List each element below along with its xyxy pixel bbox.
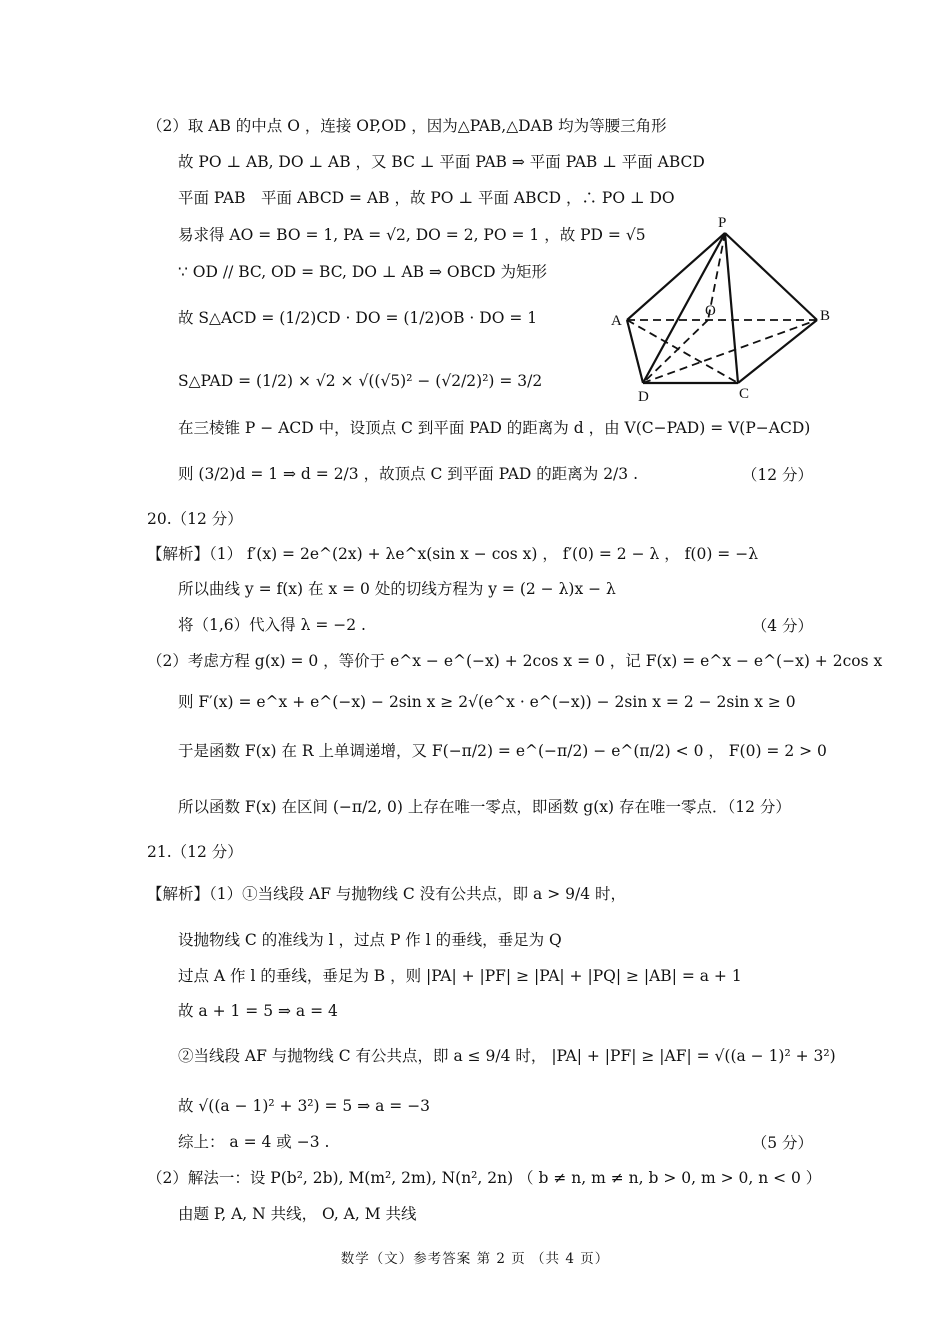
text-line: 【解析】（1） f′(x) = 2e^(2x) + λe^x(sin x − cos x) ， f′(0) = 2 − λ ， f(0) = −λ (147, 545, 759, 563)
text-line: S△PAD = (1/2) × √2 × √((√5)² − (√2/2)²) = 3/2 (178, 372, 543, 390)
vertex-label-A: A (611, 313, 622, 329)
text-line: （2）考虑方程 g(x) = 0 ，等价于 e^x − e^(−x) + 2cos x = 0 ，记 F(x) = e^x − e^(−x) + 2cos x (147, 652, 883, 670)
edge-AC-hidden (627, 320, 738, 383)
text-line: 故 √((a − 1)² + 3²) = 5 ⇒ a = −3 (178, 1097, 431, 1115)
vertex-label-P: P (718, 215, 727, 231)
text-line: 过点 A 作 l 的垂线，垂足为 B ，则 |PA| + |PF| ≥ |PA| + |PQ| ≥ |AB| = a + 1 (178, 967, 742, 985)
text-line: 易求得 AO = BO = 1, PA = √2, DO = 2, PO = 1 ，故 PD = √5 (178, 226, 646, 244)
text-line: （2）取 AB 的中点 O ，连接 OP,OD ，因为△PAB,△DAB 均为等腰三角形 (147, 117, 667, 135)
score-label: （4 分） (751, 617, 813, 635)
edge-OD-hidden (643, 320, 708, 383)
pyramid-figure (605, 205, 845, 410)
vertex-label-O: O (705, 303, 716, 319)
text-line: 综上： a = 4 或 −3 . (178, 1133, 330, 1151)
text-line: 由题 P, A, N 共线， O, A, M 共线 (178, 1205, 417, 1223)
edge-AD (627, 320, 643, 383)
page-footer: 数学（文）参考答案 第 2 页 （共 4 页） (340, 1251, 610, 1267)
text-line: ∵ OD // BC, OD = BC, DO ⊥ AB ⇒ OBCD 为矩形 (178, 263, 547, 281)
text-line: 于是函数 F(x) 在 R 上单调递增，又 F(−π/2) = e^(−π/2) − e^(π/2) < 0 ， F(0) = 2 > 0 (178, 742, 827, 760)
question-heading: 20.（12 分） (147, 510, 243, 528)
vertex-label-C: C (739, 386, 750, 402)
score-label: （12 分） (741, 466, 813, 484)
edge-CB (738, 320, 817, 383)
text-line: 故 S△ACD = (1/2)CD · DO = (1/2)OB · DO = 1 (178, 309, 538, 327)
text-line: 所以函数 F(x) 在区间 (−π/2, 0) 上存在唯一零点，即函数 g(x) 存在唯一零点．（12 分） (178, 798, 791, 816)
text-line: 设抛物线 C 的准线为 l ，过点 P 作 l 的垂线，垂足为 Q (178, 931, 562, 949)
text-line: 故 a + 1 = 5 ⇒ a = 4 (178, 1002, 338, 1020)
text-line: 将（1,6）代入得 λ = −2 . (178, 616, 366, 634)
text-line: 所以曲线 y = f(x) 在 x = 0 处的切线方程为 y = (2 − λ)x − λ (178, 580, 616, 598)
edge-PC (725, 233, 738, 383)
text-line: 在三棱锥 P − ACD 中，设顶点 C 到平面 PAD 的距离为 d ，由 V(C−PAD) = V(P−ACD) (178, 419, 811, 437)
vertex-label-B: B (820, 308, 831, 324)
edge-DB-hidden (643, 320, 817, 383)
text-line: （2）解法一：设 P(b², 2b), M(m², 2m), N(n², 2n) （ b ≠ n, m ≠ n, b > 0, m > 0, n < 0 ） (147, 1169, 822, 1187)
text-line: 则 (3/2)d = 1 ⇒ d = 2/3 ，故顶点 C 到平面 PAD 的距离为 2/3 . (178, 465, 638, 483)
vertex-label-D: D (638, 389, 649, 405)
score-label: （5 分） (751, 1134, 813, 1152)
text-line: 则 F′(x) = e^x + e^(−x) − 2sin x ≥ 2√(e^x · e^(−x)) − 2sin x = 2 − 2sin x ≥ 0 (178, 693, 796, 711)
edge-PB (725, 233, 817, 320)
text-line: 平面 PAB 平面 ABCD = AB ，故 PO ⊥ 平面 ABCD ，∴ PO ⊥ DO (178, 189, 675, 207)
text-line: 故 PO ⊥ AB, DO ⊥ AB ，又 BC ⊥ 平面 PAB ⇒ 平面 PAB ⊥ 平面 ABCD (178, 153, 705, 171)
text-line: 【解析】（1）①当线段 AF 与抛物线 C 没有公共点，即 a > 9/4 时， (147, 885, 627, 903)
question-heading: 21.（12 分） (147, 843, 243, 861)
text-line: ②当线段 AF 与抛物线 C 有公共点，即 a ≤ 9/4 时， |PA| + |PF| ≥ |AF| = √((a − 1)² + 3²) (178, 1047, 836, 1065)
